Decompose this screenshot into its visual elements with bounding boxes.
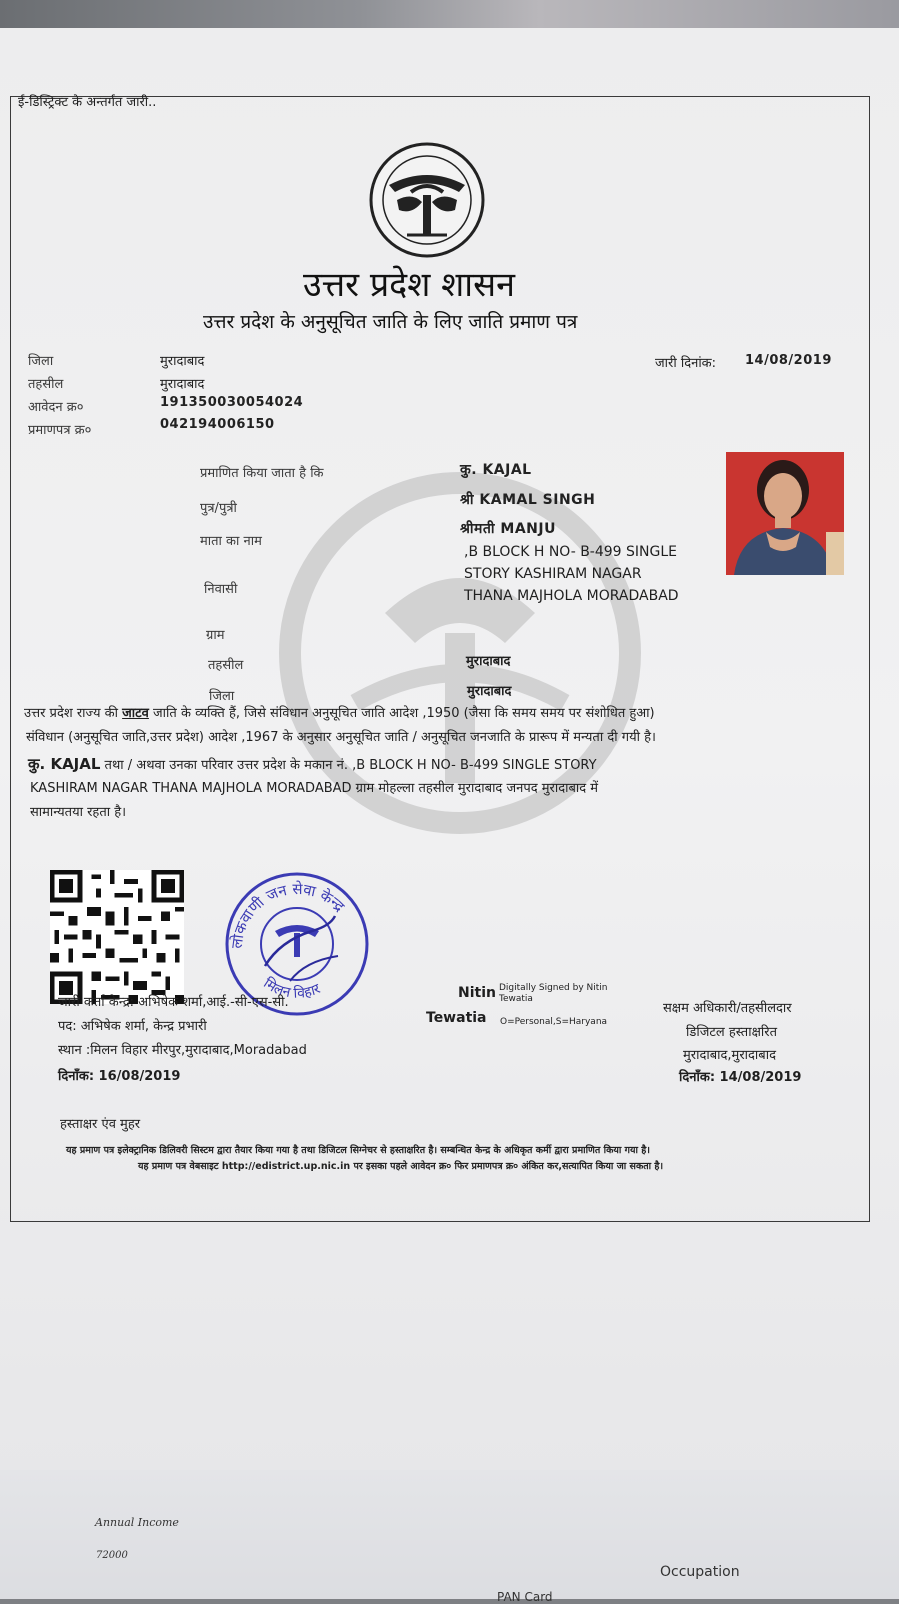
application-label: आवेदन क्र०: [28, 400, 84, 415]
address-line-2: STORY KASHIRAM NAGAR: [464, 566, 642, 582]
occupation-label: Occupation: [660, 1564, 740, 1580]
district-label: जिला: [28, 354, 54, 369]
mother-name: श्रीमती MANJU: [460, 521, 556, 537]
header-note: ई-डिस्ट्रिक्ट के अन्तर्गत जारी..: [18, 95, 157, 110]
annual-income-value: 72000: [96, 1550, 128, 1561]
person-photo-icon: [726, 452, 844, 575]
seal-top-text: लोकवाणी जन सेवा केन्द्र: [227, 879, 349, 950]
digitally-signed-line-1: Digitally Signed by Nitin: [499, 983, 608, 993]
annual-income-label: Annual Income: [95, 1516, 179, 1529]
authority-date: दिनाँक: 14/08/2019: [679, 1070, 802, 1085]
district-value: मुरादाबाद: [160, 354, 205, 369]
sign-seal-label: हस्ताक्षर एंव मुहर: [60, 1117, 141, 1132]
declaration-line-3: [28, 752, 597, 778]
pan-card-label: PAN Card: [497, 1590, 553, 1604]
field-tehsil-value: मुरादाबाद: [466, 654, 511, 669]
authority-signed: डिजिटल हस्ताक्षरित: [686, 1025, 777, 1040]
declaration-name: कु. KAJAL: [28, 755, 101, 773]
declaration-text: उत्तर प्रदेश राज्य की: [24, 706, 123, 721]
declaration-text: जाति के व्यक्ति हैं, जिसे संविधान अनुसूचित जाति आदेश ,1950 (जैसा कि समय समय पर संशोधित हुआ): [148, 706, 655, 721]
digitally-signed-line-2: Tewatia: [499, 994, 533, 1004]
certificate-label: प्रमाणपत्र क्र०: [28, 423, 92, 438]
issuer-place: स्थान :मिलन विहार मीरपुर,मुरादाबाद,Moradabad: [58, 1043, 307, 1058]
village-label: ग्राम: [206, 628, 225, 643]
declaration-line-5: सामान्यतया रहता है।: [30, 805, 127, 820]
tehsil-value: मुरादाबाद: [160, 377, 205, 392]
issuer-date: दिनाँक: 16/08/2019: [58, 1069, 181, 1084]
application-number: 191350030054024: [160, 395, 304, 410]
underlying-form-sheet: [0, 1470, 899, 1604]
address-line-1: ,B BLOCK H NO- B-499 SINGLE: [464, 544, 678, 560]
father-name: श्री KAMAL SINGH: [460, 492, 596, 508]
svg-text:लोकवाणी जन सेवा केन्द्र: [228, 880, 349, 950]
issue-date-label: जारी दिनांक:: [655, 356, 717, 371]
signer-first-name: Nitin: [458, 985, 496, 1001]
declaration-line-2: संविधान (अनुसूचित जाति,उत्तर प्रदेश) आदेश ,1967 के अनुसार अनुसूचित जाति / अनुसूचित जनजाति के प्रारूप में मन्यता दी गयी है।: [26, 730, 656, 745]
resident-label: निवासी: [204, 582, 238, 597]
issuer-center: जारी कर्ता केन्द्र: अभिषेक शर्मा,आई.-सी-एस-सी.: [58, 995, 289, 1010]
tehsil-label: तहसील: [28, 377, 64, 392]
page-title: उत्तर प्रदेश शासन: [303, 265, 515, 305]
authority-place: मुरादाबाद,मुरादाबाद: [683, 1048, 776, 1063]
field-tehsil-label: तहसील: [208, 658, 244, 673]
certificate-sheet: [0, 28, 899, 1478]
field-district-label: जिला: [209, 689, 235, 704]
qr-code-icon: [50, 870, 184, 1004]
certificate-subtitle: उत्तर प्रदेश के अनुसूचित जाति के लिए जाति प्रमाण पत्र: [203, 311, 578, 333]
field-district-value: मुरादाबाद: [467, 684, 512, 699]
certified-label: प्रमाणित किया जाता है कि: [200, 466, 324, 481]
child-label: पुत्र/पुत्री: [200, 501, 237, 516]
declaration-text: तथा / अथवा उनका परिवार उत्तर प्रदेश के मकान नं. ,B BLOCK H NO- B-499 SINGLE STORY: [100, 758, 597, 773]
up-government-emblem-icon: [367, 140, 487, 260]
seal-bottom-text: मिलन विहार: [260, 975, 323, 1002]
declaration-line-1: [24, 702, 655, 726]
footer-line-2: यह प्रमाण पत्र वेबसाइट http://edistrict.up.nic.in पर इसका पहले आवेदन क्र० फिर प्रमाणपत्र क्र० अंकित कर,सत्यापित किया जा सकता है।: [138, 1161, 664, 1172]
certificate-number: 042194006150: [160, 417, 275, 432]
certified-name: कु. KAJAL: [460, 462, 532, 478]
address-line-3: THANA MAJHOLA MORADABAD: [464, 588, 679, 604]
signer-last-name: Tewatia: [426, 1010, 487, 1026]
applicant-photo: [726, 452, 844, 575]
declaration-line-4: KASHIRAM NAGAR THANA MAJHOLA MORADABAD ग्राम मोहल्ला तहसील मुरादाबाद जनपद मुरादाबाद में: [30, 781, 599, 796]
issuer-post: पद: अभिषेक शर्मा, केन्द्र प्रभारी: [58, 1019, 207, 1034]
caste-name: जाटव: [122, 706, 149, 721]
issue-date: 14/08/2019: [745, 353, 832, 368]
signature-org: O=Personal,S=Haryana: [500, 1017, 608, 1027]
mother-label: माता का नाम: [200, 534, 262, 549]
footer-line-1: यह प्रमाण पत्र इलेक्ट्रानिक डिलिवरी सिस्टम द्वारा तैयार किया गया है तथा डिजिटल सिग्नेचर से हस्ताक्षरित है। सम्बन्धित केन्द्र के अधिकृत कर्मी द्वारा प्रमाणित किया गया है।: [66, 1145, 650, 1156]
authority-title: सक्षम अधिकारी/तहसीलदार: [663, 1001, 792, 1016]
